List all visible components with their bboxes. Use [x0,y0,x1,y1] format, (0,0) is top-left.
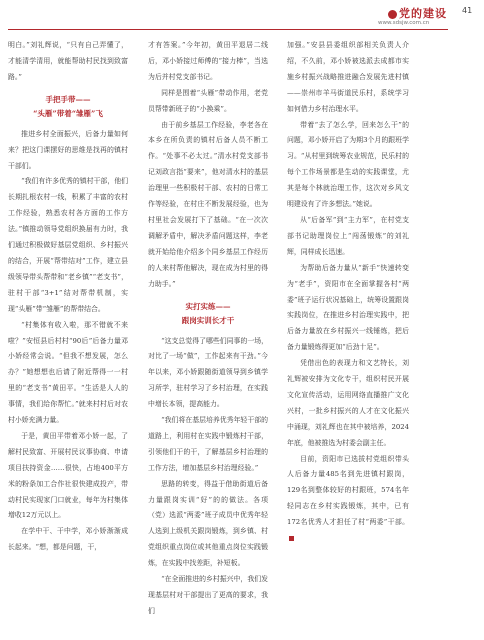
column-3 [287,38,409,547]
paragraph: “在全面推进的乡村振兴中，我们发现基层村对干部提出了更高的要求，我们 [148,575,268,615]
paragraph: 思路的转变，得益于借助街道后备力量跟岗实训“好”的的做法。各项（党）选派“两委”班子成员中优秀年轻人选到上级机关跟岗锻炼，到乡镇、村党组织重点岗位或其他重点岗位实践锻炼，在实践中找差距，补短板。 [148,479,268,568]
paragraph: 为帮助后备力量从“新手”快速转变为“老手”，资阳市在全面掌握各村“两委”班子运行状况基础上，统筹设置跟岗实践岗位，在推进乡村治理实践中，把后备力量放在乡村振兴一线锤炼，把后备力量锻炼得更加“后劲十足”。 [287,263,409,352]
party-emblem-icon [388,10,397,19]
paragraph: 才有答案。”今年初，黄田平退居二线后，邓小娇接过师傅的“接力棒”，当选为后并村党支部书记。 [148,41,268,81]
page-number: 41 [462,6,473,15]
paragraph-text: 目前，资阳市已选拔村党组织带头人后备力量485名到先进镇村跟岗，129名到整体较好的村跟班，574名年轻同志在乡村实践锻炼，其中，已有172名优秀人才担任了村“两委”干部。 [287,454,409,527]
subheading-line-2: 跟岗实训长才干 [181,315,235,325]
subheading [148,300,268,328]
site-url: www.sdsjw.com.cn [378,20,430,26]
paragraph: 由于前乡基层工作经验，李老各在本乡在所负责的镇村后备人员不断工作。“处事不必太过。”清水村党支部书记刘政言指“要来”，他对清水村的基层治理里一些积极村干部、农村的日常工作等经验，在村庄不断发展经验，也为村里社会发展打下了基础。“在一次次调解矛盾中，解决矛盾问题这样，李老就开始给他介绍多个同乡基层工作经历的人来村帮他解决，现在成为村里的得力助手。” [148,120,268,288]
paragraph: 同样是围着“头雁”带动作用，老党员帮带新班子的“小换乘”。 [148,88,268,113]
paragraph: “我们将在基层培养优秀年轻干部的道路上，利用村在实践中锻炼村干部，引领他们干的干，了解基层乡村治理的工作方法，增加基层乡村治理经验。” [148,416,268,472]
paragraph: 带着“去了怎么学，回来怎么干”的问题，邓小娇开启了为期3个月的跟班学习。“从村里到统筹农业规范，民乐村的每个工作场景都是生动的实践课堂，尤其是每个林就治理工作，这次对乡风文明建设有了许多想法。”她说。 [287,120,409,209]
paragraph: 凭借出色的表现力和文艺特长，刘礼辉被安排为文化专干，组织村民开展文化宣传活动，运用网络直播推广文化兴村，一批乡村振兴的人才在文化振兴中涌现，刘礼辉也在其中被培养，2024年底，他被推选为村委会副主任。 [287,359,409,447]
paragraph: “这支总觉得了哪些们同事的一场，对比了一场“做”，工作起来有干劲。”今年以来，邓小娇跟随街道领导到乡镇学习所学，驻村学习了乡村治理，在实践中增长本领，提高能力。 [148,336,268,409]
column-1 [8,38,128,556]
paragraph: 在学中干、干中学，邓小娇渐渐成长起来。“想，都是问题，干， [8,527,128,552]
paragraph [287,452,409,547]
page-header [0,0,484,24]
paragraph: 于是，黄田平带着邓小娇一起，了解村民致富、开展村民议事协商、申请项目扶持资金……很快，占地400平方米的粉条加工合作社很快建成投产，带动村民实现家门口就业，每年为村集体增收12万元以上。 [8,431,128,520]
logo-text: 党的建设 [399,7,447,20]
paragraph: 明白。”刘礼辉说，“只有自己弄懂了，才能清学清用，就能帮助村民找到致富路。” [8,41,128,81]
subheading [8,93,128,121]
paragraph: “我们有许多优秀的镇村干部，他们长期扎根农村一线，积累了丰富的农村工作经验，熟悉农村各方面的工作方法。”镇推动领导党组织换届有力时，我们通过积极做好基层党组织、乡村振兴的结合，开展“帮带结对”工作，建立县级领导带头帮带和“老乡镇”“老支书”，驻村干部“3+1”结对帮带机制，实现“头雁”带“雏雁”的帮带结合。 [8,177,128,313]
subheading-line-2: “头雁”带着“雏雁”飞 [33,108,103,118]
header-rule [8,29,448,30]
paragraph: “村集体有收入啦，那不错就不来啦？”安恒县后村村“90后”后备力量邓小娇经常会说。“但我不想发展，怎么办？”她想想也后请了附近帮得一一村里的“老支书”黄田平。“生活是人人的事情，我们给你帮忙。”就来村村后对农村小娇充满力量。 [8,320,128,425]
paragraph: 从“后备军”到“主力军”，在村党支部书记助理岗位上“闯荡锻炼”的刘礼辉，同样成长迅速。 [287,215,409,256]
paragraph: 加强。”安县县委组织部相关负责人介绍，不久前，邓小娇被选派去成都市实施乡村振兴战略推进融合发展先进村镇——崇州市羊马街道民乐村，系统学习如何借力乡村治理水平。 [287,41,409,113]
paragraph: 推进乡村全面振兴，后备力量如何来？把这门课摆好的思维是找再的镇村干部们。 [8,129,128,170]
article-end-icon [289,536,294,541]
subheading-line-1: 实打实练—— [185,301,231,311]
magazine-logo [388,5,447,21]
subheading-line-1: 手把手带—— [45,94,91,104]
column-2 [148,38,268,620]
